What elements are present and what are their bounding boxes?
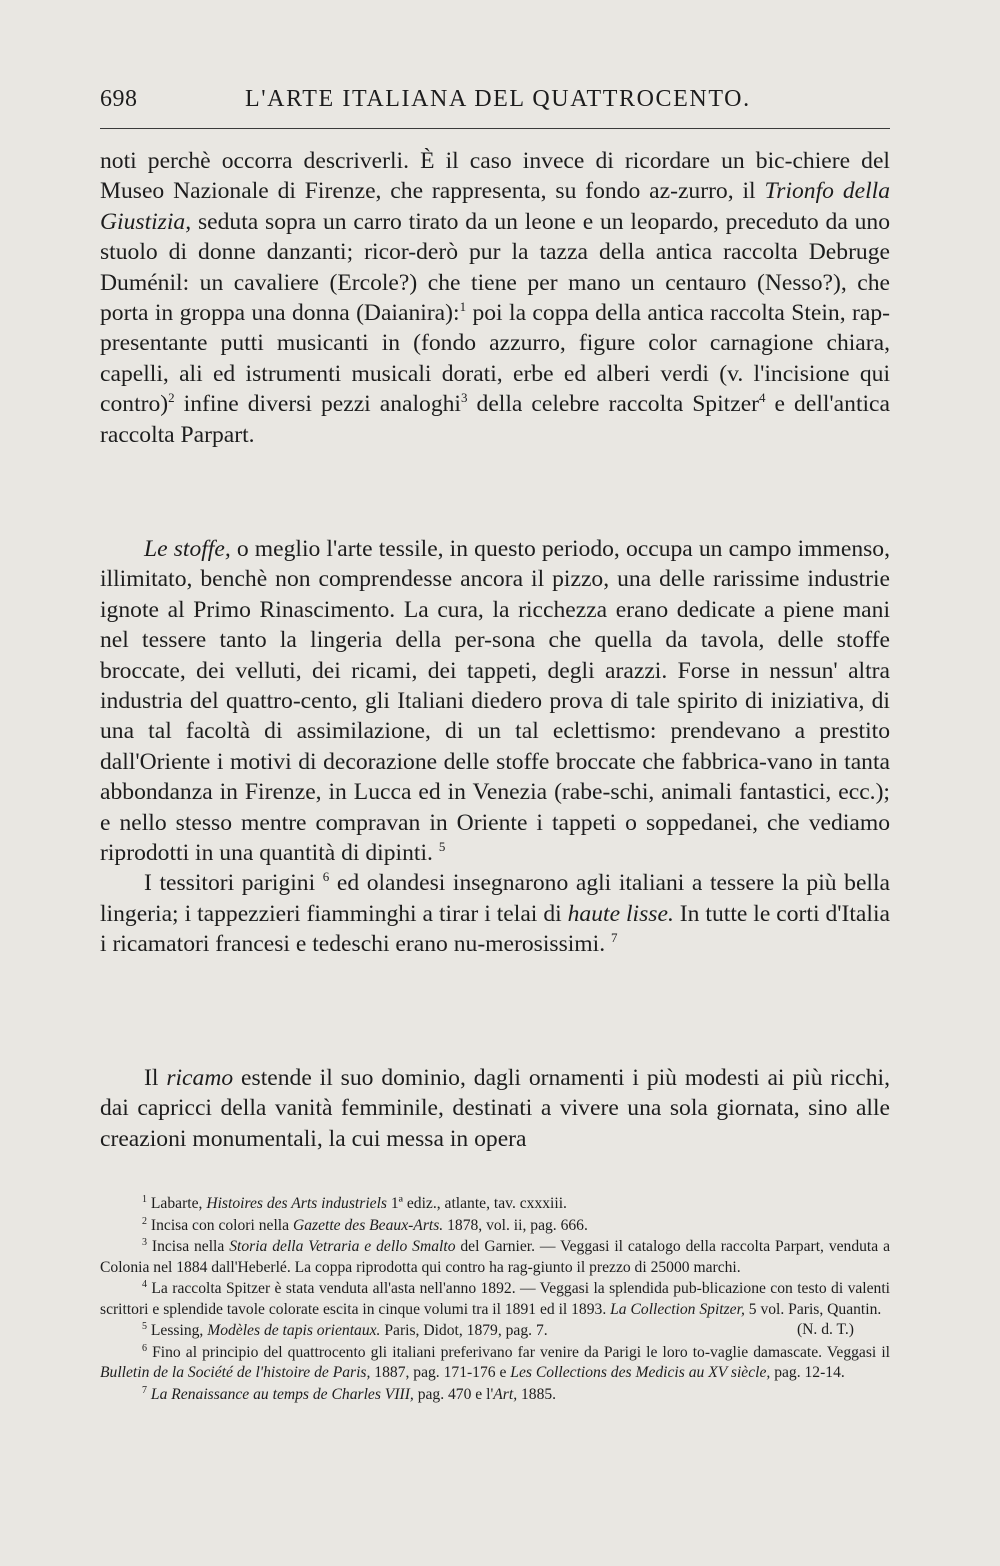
italic-title: Storia della Vetraria e dello Smalto bbox=[229, 1238, 456, 1256]
text-run: In tutte le corti d'Italia i ricamatori francesi e tedeschi erano nu-merosissimi. bbox=[100, 900, 890, 958]
translator-note: (N. d. T.) bbox=[796, 1320, 854, 1338]
footnote-ref[interactable]: 4 bbox=[759, 390, 766, 406]
text-run: poi la coppa della antica raccolta Stein, rap-presentante putti musicanti in (fondo azzurro, figure color carnagione chiara, capelli, ali ed istrumenti musicali dorati, erbe ed alberi verdi (v. l'incisione qui contro) bbox=[100, 300, 890, 418]
italic-title: La Renaissance au temps de Charles VIII, bbox=[150, 1386, 414, 1404]
paragraph-text bbox=[100, 146, 890, 450]
text-run: noti perchè occorra descriverli. È il caso invece di ricordare un bic-chiere del Museo Nazionale di Firenze, che rappresenta, su fondo az-zurro, il bbox=[100, 148, 890, 205]
text-run: 1ª ediz., atlante, tav. cxxxiii. bbox=[386, 1195, 567, 1212]
paragraph-embroidery bbox=[100, 1063, 890, 1154]
text-run: Lessing, bbox=[150, 1322, 208, 1340]
text-run: della celebre raccolta Spitzer bbox=[467, 391, 760, 418]
text-run: Labarte, bbox=[150, 1195, 207, 1212]
header-rule bbox=[100, 128, 890, 129]
text-run: Incisa nella bbox=[151, 1238, 230, 1256]
text-run: e dell'antica raccolta Parpart. bbox=[100, 391, 891, 448]
footnote-7 bbox=[100, 1385, 890, 1405]
text-run: seduta sopra un carro tirato da un leone e un leopardo, preceduto da uno stuolo di donne danzanti; ricor-derò pur la tazza della antica raccolta Debruge Duménil: un cavaliere (Ercole?) che tiene per mano un centauro (Nesso?), che porta in groppa una donna (Daianira): bbox=[100, 208, 890, 327]
text-run: 1878, vol. ii, pag. 666. bbox=[443, 1216, 588, 1234]
text-run: ed olandesi insegnarono agli italiani a tessere la più bella lingeria; i tappezzieri fiamminghi a tirar i telai di bbox=[100, 870, 890, 927]
text-run: Paris, Didot, 1879, pag. 7. bbox=[380, 1322, 548, 1340]
footnote-ref[interactable]: 5 bbox=[438, 839, 446, 855]
text-run: pag. 470 e l' bbox=[413, 1386, 494, 1404]
italic-term: haute lisse. bbox=[567, 900, 674, 927]
paragraph-text bbox=[100, 534, 890, 868]
text-run: infine diversi pezzi analoghi bbox=[174, 391, 461, 418]
footnote-6 bbox=[100, 1343, 890, 1384]
footnote-1 bbox=[100, 1194, 890, 1214]
footnote-3 bbox=[100, 1237, 890, 1278]
footnote-ref[interactable]: 7 bbox=[611, 930, 618, 946]
text-run: Incisa con colori nella bbox=[150, 1216, 293, 1234]
page-header bbox=[100, 86, 890, 116]
text-run: La raccolta Spitzer è stata venduta all'asta nell'anno 1892. — Veggasi la splendida pub-blicazione con testo di valenti scrittori e splendide tavole colorate escita in cinque volumi tra il 1891 ed il 1893. bbox=[100, 1280, 891, 1318]
paragraph-text bbox=[100, 1063, 890, 1154]
footnote-number: 7 bbox=[142, 1385, 147, 1397]
italic-term: Le stoffe, bbox=[144, 536, 231, 562]
footnote-number: 4 bbox=[142, 1279, 147, 1291]
text-run: pag. 12-14. bbox=[770, 1364, 845, 1382]
text-run: 1887, pag. 171-176 e bbox=[370, 1364, 511, 1382]
page-number: 698 bbox=[100, 86, 138, 112]
text-run: o meglio l'arte tessile, in questo periodo, occupa un campo immenso, illimitato, benchè non comprendesse ancora il pizzo, una delle rarissime industrie ignote al Primo Rinascimento. La cura, la ricchezza erano dedicate a piene mani nel tessere tanto la lingeria della per-sona che quella da tavola, delle stoffe broccate, dei velluti, dei ricami, dei tappeti, degli arazzi. Forse in nessun' altra industria del quattro-cento, gli Italiani diedero prova di tale spirito di iniziativa, di una tal facoltà di assimilazione, di un tal eclettismo: prendevano a prestito dall'Oriente i motivi di decorazione delle stoffe broccate che fabbrica-vano in tanta abbondanza in Firenze, in Lucca ed in Venezia (rabe-schi, animali fantastici, ecc.); e nello stesso mentre compravan in Oriente i tappeti o soppedanei, che vediamo riprodotti in una quantità di dipinti. bbox=[100, 536, 890, 867]
text-run: I tessitori parigini bbox=[144, 870, 316, 897]
paragraph-text bbox=[100, 868, 890, 959]
text-run: 1885. bbox=[517, 1386, 557, 1404]
footnote-2 bbox=[100, 1216, 890, 1236]
footnotes bbox=[100, 1194, 890, 1407]
italic-title: Modèles de tapis orientaux. bbox=[207, 1322, 381, 1340]
footnote-ref[interactable]: 6 bbox=[322, 869, 330, 885]
footnote-number: 5 bbox=[142, 1321, 147, 1333]
footnote-ref[interactable]: 1 bbox=[459, 299, 467, 315]
text-run: 5 vol. Paris, Quantin. bbox=[744, 1300, 882, 1318]
text-run: del Garnier. — Veggasi il catalogo della raccolta Parpart, venduta a Colonia nel 1884 dall'Heberlé. La coppa riprodotta qui contro ha rag-giunto il prezzo di 25000 marchi. bbox=[100, 1238, 890, 1276]
paragraph-textiles bbox=[100, 534, 890, 960]
footnote-ref[interactable]: 2 bbox=[168, 390, 175, 406]
italic-title: Histoires des Arts industriels bbox=[206, 1195, 387, 1212]
paragraph-glass bbox=[100, 146, 890, 450]
italic-title: La Collection Spitzer, bbox=[610, 1300, 745, 1318]
italic-term: ricamo bbox=[166, 1065, 234, 1091]
italic-title: Trionfo della Giustizia, bbox=[100, 178, 890, 235]
text-run: Il bbox=[144, 1065, 167, 1091]
text-run: Fino al principio del quattrocento gli italiani preferivano far venire da Parigi le loro to-vaglie damascate. Veggasi il bbox=[152, 1344, 890, 1362]
italic-title: Bulletin de la Société de l'histoire de Paris, bbox=[100, 1364, 371, 1382]
italic-title: Gazette des Beaux-Arts. bbox=[292, 1216, 444, 1234]
footnote-number: 2 bbox=[142, 1215, 147, 1227]
footnote-number: 1 bbox=[142, 1194, 147, 1205]
footnote-number: 3 bbox=[142, 1237, 147, 1249]
footnote-number: 6 bbox=[142, 1343, 147, 1355]
text-run: estende il suo dominio, dagli ornamenti i più modesti ai più ricchi, dai capricci della vanità femminile, destinati a vivere una sola giornata, sino alle creazioni monumentali, la cui messa in opera bbox=[100, 1065, 890, 1152]
running-title: L'ARTE ITALIANA DEL QUATTROCENTO. bbox=[245, 86, 751, 112]
footnote-ref[interactable]: 3 bbox=[461, 390, 468, 406]
italic-title: Art, bbox=[493, 1386, 518, 1404]
italic-title: Les Collections des Medicis au XV siècle, bbox=[510, 1364, 771, 1382]
